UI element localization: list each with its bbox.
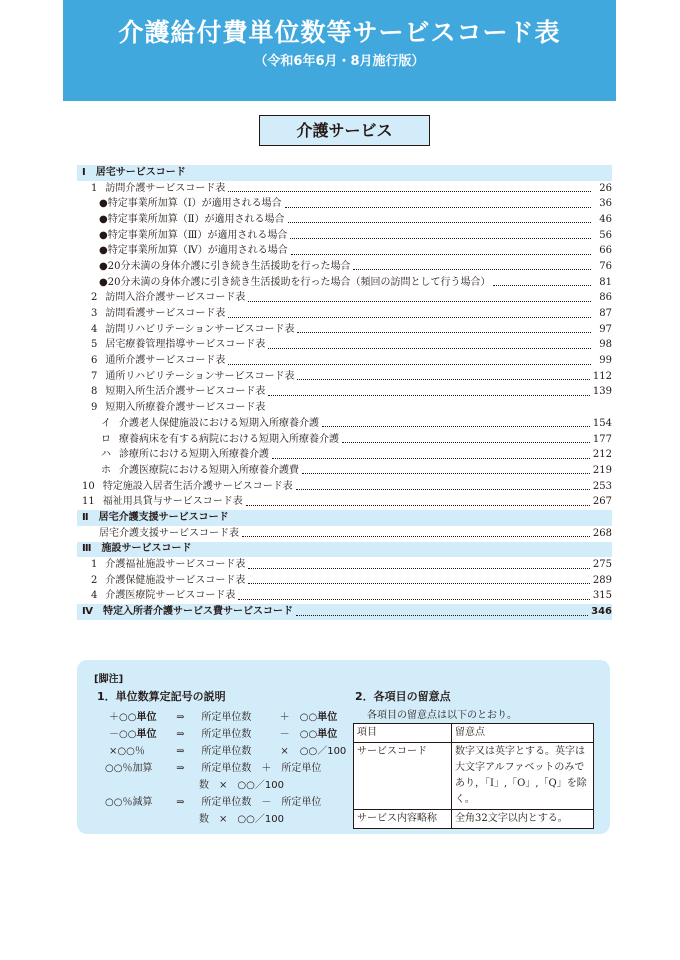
toc-page-number: 268 bbox=[592, 527, 612, 539]
toc-page-number: 154 bbox=[592, 417, 612, 429]
footnotes-heading: [脚注] bbox=[94, 674, 124, 685]
toc-entry bbox=[77, 542, 612, 558]
toc-entry bbox=[77, 353, 612, 369]
toc-page-number: 76 bbox=[599, 260, 612, 272]
formula-add: ○○％加算 ⇒ 所定単位数 ＋ 所定単位 bbox=[105, 763, 322, 774]
toc-leader-dots bbox=[248, 583, 590, 584]
toc-label: 通所リハビリテーションサービスコード表 bbox=[105, 370, 295, 382]
toc-leader-dots bbox=[228, 191, 591, 192]
toc-entry bbox=[77, 447, 612, 463]
toc-leader-dots bbox=[297, 332, 591, 333]
toc-number: 4 bbox=[91, 590, 98, 602]
toc-label: 20分未満の身体介護に引き続き生活援助を行った場合（頻回の訪問として行う場合） bbox=[107, 276, 491, 288]
toc-page-number: 98 bbox=[599, 339, 612, 351]
toc-label: 通所介護サービスコード表 bbox=[105, 355, 226, 367]
toc-entry bbox=[77, 463, 612, 479]
toc-number: 2 bbox=[91, 292, 98, 304]
toc-number: 3 bbox=[91, 308, 98, 320]
toc-number: 10 bbox=[82, 480, 95, 492]
toc-entry bbox=[77, 494, 612, 510]
toc-label: 特定事業所加算（Ⅲ）が適用される場合 bbox=[107, 229, 288, 241]
toc-entry bbox=[77, 243, 612, 259]
toc-page-number: 275 bbox=[592, 559, 612, 571]
toc-label: 介護福祉施設サービスコード表 bbox=[105, 559, 246, 571]
toc-entry bbox=[77, 369, 612, 385]
toc-page-number: 315 bbox=[592, 590, 612, 602]
toc-leader-dots bbox=[248, 568, 590, 569]
toc-number: イ bbox=[101, 417, 111, 429]
toc-number: 2 bbox=[91, 574, 98, 586]
symbols-title: 1．単位数算定記号の説明 bbox=[97, 690, 226, 703]
toc-leader-dots bbox=[228, 317, 591, 318]
toc-page-number: 177 bbox=[592, 433, 612, 445]
toc-label: 特定施設入居者生活介護サービスコード表 bbox=[102, 480, 293, 492]
table-cell: 全角32文字以内とする。 bbox=[452, 810, 594, 829]
formula-sub: ○○％減算 ⇒ 所定単位数 － 所定単位 bbox=[105, 797, 322, 808]
toc-leader-dots bbox=[291, 254, 591, 255]
toc-entry bbox=[77, 416, 612, 432]
document-title: 介護給付費単位数等サービスコード表 bbox=[118, 18, 561, 47]
toc-label: 福祉用具貸与サービスコード表 bbox=[102, 496, 243, 508]
table-header: 留意点 bbox=[452, 724, 594, 743]
toc-leader-dots bbox=[342, 442, 590, 443]
toc-page-number: 66 bbox=[599, 245, 612, 257]
toc-leader-dots bbox=[493, 285, 591, 286]
toc-entry bbox=[77, 432, 612, 448]
toc-entry bbox=[77, 589, 612, 605]
toc-leader-dots bbox=[353, 269, 591, 270]
toc-number: ● bbox=[99, 260, 108, 272]
toc-leader-dots bbox=[238, 599, 590, 600]
toc-label: 居宅介護支援サービスコード bbox=[98, 511, 229, 523]
toc-label: 居宅サービスコード bbox=[95, 166, 186, 178]
toc-leader-dots bbox=[322, 426, 590, 427]
formula-row: ×○○％ ⇒ 所定単位数 × ○○／100 bbox=[109, 746, 347, 757]
toc-label: 療養病床を有する病院における短期入所療養介護 bbox=[119, 433, 339, 445]
table-header: 項目 bbox=[354, 724, 452, 743]
toc-page-number: 97 bbox=[599, 323, 612, 335]
toc-page-number: 212 bbox=[592, 449, 612, 461]
field-notes-table bbox=[353, 723, 594, 829]
toc-page-number: 26 bbox=[599, 182, 612, 194]
toc-leader-dots bbox=[242, 536, 590, 537]
toc-leader-dots bbox=[272, 458, 590, 459]
toc-entry bbox=[77, 604, 612, 620]
toc-page-number: 87 bbox=[599, 308, 612, 320]
toc-leader-dots bbox=[297, 379, 589, 380]
toc-page-number: 219 bbox=[592, 464, 612, 476]
toc-number: 11 bbox=[82, 496, 95, 508]
toc-leader-dots bbox=[290, 238, 591, 239]
table-row bbox=[354, 810, 594, 829]
toc-page-number: 289 bbox=[592, 574, 612, 586]
toc-number: 1 bbox=[91, 559, 98, 571]
toc-number: ハ bbox=[101, 449, 111, 461]
toc-entry bbox=[77, 275, 612, 291]
toc-entry bbox=[77, 212, 612, 228]
toc-label: 介護保健施設サービスコード表 bbox=[105, 574, 246, 586]
formula-row: －○○単位 ⇒ 所定単位数 － ○○単位 bbox=[109, 729, 338, 740]
items-intro: 各項目の留意点は以下のとおり。 bbox=[367, 710, 517, 721]
toc-entry bbox=[77, 322, 612, 338]
toc-label: 訪問リハビリテーションサービスコード表 bbox=[105, 323, 295, 335]
toc-leader-dots bbox=[296, 615, 588, 616]
toc-page-number: 86 bbox=[599, 292, 612, 304]
toc-label: 短期入所療養介護サービスコード表 bbox=[105, 402, 266, 414]
toc-page-number: 36 bbox=[599, 198, 612, 210]
toc-entry bbox=[77, 165, 612, 181]
toc-page-number: 46 bbox=[599, 213, 612, 225]
toc-label: 介護医療院サービスコード表 bbox=[105, 590, 236, 602]
toc-entry bbox=[77, 181, 612, 197]
toc-number: 9 bbox=[91, 402, 98, 414]
toc-page-number: 112 bbox=[592, 370, 612, 382]
toc-label: 介護老人保健施設における短期入所療養介護 bbox=[119, 417, 319, 429]
footnotes-panel bbox=[77, 660, 610, 834]
section-title: 介護サービス bbox=[259, 115, 430, 146]
toc-number: Ⅲ bbox=[82, 543, 92, 555]
toc-entry bbox=[77, 306, 612, 322]
toc-entry bbox=[77, 479, 612, 495]
toc-label: 施設サービスコード bbox=[101, 543, 192, 555]
toc-leader-dots bbox=[228, 364, 591, 365]
formula-add-cont: 数 × ○○／100 bbox=[199, 780, 284, 791]
title-banner bbox=[63, 0, 616, 101]
toc-entry bbox=[77, 196, 612, 212]
table-of-contents bbox=[77, 165, 612, 620]
document-subtitle: （令和6年6月・8月施行版） bbox=[254, 54, 425, 69]
toc-entry bbox=[77, 385, 612, 401]
toc-page-number: 139 bbox=[592, 386, 612, 398]
toc-entry bbox=[77, 557, 612, 573]
toc-number: Ⅱ bbox=[82, 511, 89, 523]
toc-page-number: 267 bbox=[592, 496, 612, 508]
toc-leader-dots bbox=[296, 489, 590, 490]
toc-number: ● bbox=[99, 276, 108, 288]
toc-number: 4 bbox=[91, 323, 98, 335]
toc-label: 訪問介護サービスコード表 bbox=[105, 182, 226, 194]
toc-number: Ⅳ bbox=[82, 606, 93, 618]
formula-sub-cont: 数 × ○○／100 bbox=[199, 814, 284, 825]
toc-page-number: 346 bbox=[591, 606, 612, 618]
toc-leader-dots bbox=[288, 222, 591, 223]
formula-row: ＋○○単位 ⇒ 所定単位数 ＋ ○○単位 bbox=[109, 712, 338, 723]
toc-number: 8 bbox=[91, 386, 98, 398]
toc-entry bbox=[77, 400, 612, 416]
toc-label: 短期入所生活介護サービスコード表 bbox=[105, 386, 266, 398]
toc-entry bbox=[77, 259, 612, 275]
toc-number: ● bbox=[99, 198, 108, 210]
toc-label: 居宅介護支援サービスコード表 bbox=[99, 527, 239, 539]
toc-entry bbox=[77, 526, 612, 542]
toc-leader-dots bbox=[246, 505, 590, 506]
toc-leader-dots bbox=[268, 348, 591, 349]
table-cell: サービスコード bbox=[354, 743, 452, 810]
toc-label: 介護医療院における短期入所療養介護費 bbox=[119, 464, 299, 476]
table-row bbox=[354, 743, 594, 810]
toc-label: 訪問入浴介護サービスコード表 bbox=[105, 292, 246, 304]
toc-entry bbox=[77, 291, 612, 307]
toc-entry bbox=[77, 338, 612, 354]
table-cell: 数字又は英字とする。英字は大文字アルファベットのみであり，「I」,「O」,「Q」を除く。 bbox=[452, 743, 594, 810]
toc-number: ● bbox=[99, 245, 108, 257]
toc-label: 特定事業所加算（Ⅳ）が適用される場合 bbox=[107, 245, 288, 257]
toc-page-number: 81 bbox=[599, 276, 612, 288]
toc-number: ● bbox=[99, 229, 108, 241]
toc-number: 7 bbox=[91, 370, 98, 382]
toc-leader-dots bbox=[268, 395, 590, 396]
toc-leader-dots bbox=[285, 207, 591, 208]
toc-number: ● bbox=[99, 213, 108, 225]
toc-number: ホ bbox=[101, 464, 111, 476]
toc-label: 特定事業所加算（Ⅱ）が適用される場合 bbox=[107, 213, 285, 225]
toc-leader-dots bbox=[248, 301, 591, 302]
table-header-row bbox=[354, 724, 594, 743]
toc-label: 訪問看護サービスコード表 bbox=[105, 308, 226, 320]
items-title: 2．各項目の留意点 bbox=[355, 690, 451, 703]
toc-label: 特定事業所加算（Ⅰ）が適用される場合 bbox=[107, 198, 282, 210]
toc-page-number: 253 bbox=[592, 480, 612, 492]
toc-label: 20分未満の身体介護に引き続き生活援助を行った場合 bbox=[107, 260, 351, 272]
toc-number: 6 bbox=[91, 355, 98, 367]
toc-entry bbox=[77, 510, 612, 526]
toc-entry bbox=[77, 573, 612, 589]
toc-number: 1 bbox=[91, 182, 98, 194]
toc-page-number: 56 bbox=[599, 229, 612, 241]
toc-label: 診療所における短期入所療養介護 bbox=[119, 449, 269, 461]
toc-number: ロ bbox=[101, 433, 111, 445]
toc-label: 特定入所者介護サービス費サービスコード bbox=[103, 606, 293, 618]
toc-page-number: 99 bbox=[599, 355, 612, 367]
toc-leader-dots bbox=[302, 473, 590, 474]
toc-number: Ⅰ bbox=[82, 166, 86, 178]
toc-label: 居宅療養管理指導サービスコード表 bbox=[105, 339, 266, 351]
toc-entry bbox=[77, 228, 612, 244]
table-cell: サービス内容略称 bbox=[354, 810, 452, 829]
toc-number: 5 bbox=[91, 339, 98, 351]
